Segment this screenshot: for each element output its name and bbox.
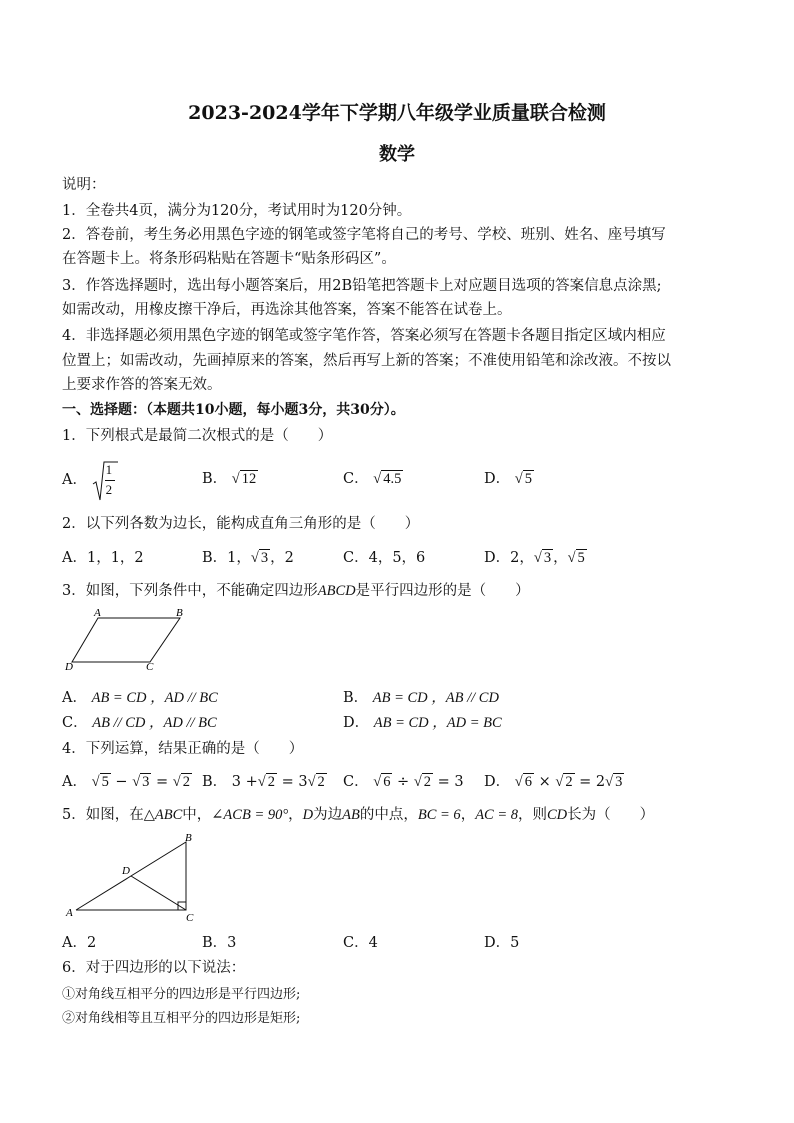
option-label: B． — [202, 471, 228, 487]
radicand: 2 — [317, 774, 325, 790]
option-label: A． — [62, 774, 87, 790]
radicand: 5 — [577, 550, 585, 566]
option-label: D． — [484, 471, 511, 487]
option-label: C． — [343, 774, 369, 790]
vertex-label: D — [65, 661, 73, 672]
q2-option-b: B．1，√ 3 ，2 — [202, 550, 294, 566]
option-label: B． — [202, 774, 228, 790]
stem-variable: AC = 8 — [475, 807, 519, 823]
q3-option-a — [62, 686, 218, 707]
q1-option-b: B． √ 12 — [202, 471, 257, 487]
option-text: AB // CD ，AD // BC — [92, 715, 217, 731]
expression: = 3 — [281, 774, 308, 790]
question-4-stem: 4．下列运算，结果正确的是（ ） — [62, 741, 304, 757]
option-label: D． — [484, 774, 511, 790]
instruction-line: 3．作答选择题时，选出每小题答案后，用2B铅笔把答题卡上对应题目选项的答案信息点涂黑; — [62, 278, 662, 294]
operator: × — [538, 774, 551, 790]
right-triangle-figure — [62, 830, 202, 922]
stem-text: 是平行四边形的是（ ） — [355, 583, 530, 599]
q4-option-b: B． 3 +√ 2 = 3√ 2 — [202, 774, 325, 790]
stem-text: ，则 — [518, 807, 548, 823]
expression: = 3 — [437, 774, 464, 790]
q4-option-a: A． √ 5 − √ 3 = √ 2 — [62, 774, 190, 790]
option-label: B． — [343, 690, 369, 706]
q5-option-d: D．5 — [484, 935, 520, 951]
instructions-heading: 说明： — [62, 177, 106, 193]
operator: = — [156, 774, 169, 790]
vertex-label: A — [94, 607, 101, 619]
radicand: 6 — [383, 774, 391, 790]
question-1-stem: 1．下列根式是最简二次根式的是（ ） — [62, 428, 333, 444]
option-label: A． — [62, 472, 87, 488]
expression: 3 + — [231, 774, 258, 790]
option-text: ， — [553, 550, 568, 566]
radicand: 6 — [524, 774, 532, 790]
vertex-label: C — [146, 661, 154, 672]
option-text: AB = CD ，AD // BC — [91, 690, 218, 706]
radicand: 2 — [423, 774, 432, 790]
stem-text: 5．如图，在△ — [62, 807, 155, 823]
instruction-line: 如需改动，用橡皮擦干净后，再选涂其他答案，答案不能答在试卷上。 — [62, 302, 512, 318]
option-text: AB = CD ，AB // CD — [372, 690, 499, 706]
question-6-stem: 6．对于四边形的以下说法： — [62, 960, 246, 976]
instruction-line: 在答题卡上。将条形码粘贴在答题卡“贴条形码区”。 — [62, 251, 396, 267]
instruction-line: 2．答卷前，考生务必用黑色字迹的钢笔或签字笔将自己的考号、学校、班别、姓名、座号填写 — [62, 227, 666, 243]
option-text: D．2， — [484, 550, 534, 566]
stem-text: 3．如图，下列条件中，不能确定四边形 — [62, 583, 318, 599]
q1-option-a — [62, 460, 116, 500]
q1-option-d: D． √ 5 — [484, 471, 532, 487]
radicand: 12 — [241, 471, 257, 487]
q5-option-b: B．3 — [202, 935, 237, 951]
radicand: 3 — [142, 774, 150, 790]
q3-option-d — [343, 711, 502, 732]
stem-text: 中， — [182, 807, 212, 823]
option-text: B．1， — [202, 550, 251, 566]
stem-variable: ∠ACB = 90° — [211, 807, 289, 823]
option-text: AB = CD ，AD = BC — [373, 715, 502, 731]
stem-variable: D — [302, 807, 314, 823]
stem-variable: BC = 6 — [417, 807, 461, 823]
option-text: ，2 — [270, 550, 294, 566]
q4-option-c: C． √ 6 ÷ √ 2 = 3 — [343, 774, 464, 790]
option-label: A． — [62, 690, 87, 706]
q3-option-c — [62, 711, 217, 732]
radicand: 2 — [182, 774, 190, 790]
q2-option-d: D．2，√ 3 ，√ 5 — [484, 550, 585, 566]
radicand: 2 — [267, 774, 275, 790]
q5-option-c: C．4 — [343, 935, 378, 951]
instruction-line: 1．全卷共4页，满分为120分，考试用时为120分钟。 — [62, 203, 412, 219]
stem-variable: ABCD — [317, 583, 356, 599]
vertex-label: A — [66, 907, 73, 919]
expression: = 2 — [579, 774, 606, 790]
option-label: C． — [62, 715, 88, 731]
radicand: 5 — [101, 774, 109, 790]
stem-text: 长为（ ） — [567, 807, 655, 823]
operator: − — [115, 774, 128, 790]
radicand: 4.5 — [383, 471, 402, 487]
subject-title: 数学 — [379, 144, 415, 165]
stem-text: 为边 — [313, 807, 343, 823]
q2-option-c: C．4，5，6 — [343, 550, 426, 566]
stem-variable: ABC — [154, 807, 183, 823]
q5-option-a: A．2 — [62, 935, 97, 951]
radicand: 5 — [524, 471, 532, 487]
question-2-stem: 2．以下列各数为边长，能构成直角三角形的是（ ） — [62, 516, 420, 532]
vertex-label: C — [186, 912, 194, 922]
radicand: 3 — [615, 774, 623, 790]
option-label: C． — [343, 471, 369, 487]
instruction-line: 位置上；如需改动，先画掉原来的答案，然后再写上新的答案；不准使用铅笔和涂改液。不按以 — [62, 353, 671, 369]
fraction-denominator: 2 — [105, 482, 113, 497]
vertex-label: B — [185, 832, 192, 844]
vertex-label: B — [176, 607, 183, 619]
q4-option-d: D． √ 6 × √ 2 = 2√ 3 — [484, 774, 623, 790]
question-5-stem — [62, 803, 654, 824]
radicand: 3 — [543, 550, 552, 566]
fraction-numerator: 1 — [105, 462, 113, 477]
q1-option-c: C． √ 4.5 — [343, 471, 402, 487]
question-3-stem — [62, 579, 530, 600]
stem-variable: CD — [547, 807, 568, 823]
exam-title: 2023-2024学年下学期八年级学业质量联合检测 — [188, 102, 606, 124]
vertex-label: D — [122, 865, 130, 877]
instruction-line: 上要求作答的答案无效。 — [62, 377, 222, 393]
radicand: 3 — [260, 550, 269, 566]
parallelogram-figure — [62, 606, 192, 672]
instruction-line: 4．非选择题必须用黑色字迹的钢笔或签字笔作答，答案必须写在答题卡各题目指定区域内相应 — [62, 328, 666, 344]
section-heading: 一、选择题：（本题共10小题，每小题3分，共30分）。 — [62, 402, 405, 418]
statement-item: ①对角线互相平分的四边形是平行四边形; — [62, 987, 301, 1002]
stem-text: ， — [460, 807, 476, 823]
statement-item: ②对角线相等且互相平分的四边形是矩形; — [62, 1011, 301, 1026]
radicand: 2 — [565, 774, 573, 790]
stem-text: ， — [288, 807, 303, 823]
option-label: D． — [343, 715, 370, 731]
stem-text: 的中点， — [359, 807, 418, 823]
q3-option-b — [343, 686, 499, 707]
q2-option-a: A．1，1，2 — [62, 550, 144, 566]
operator: ÷ — [397, 774, 410, 790]
stem-variable: AB — [342, 807, 360, 823]
